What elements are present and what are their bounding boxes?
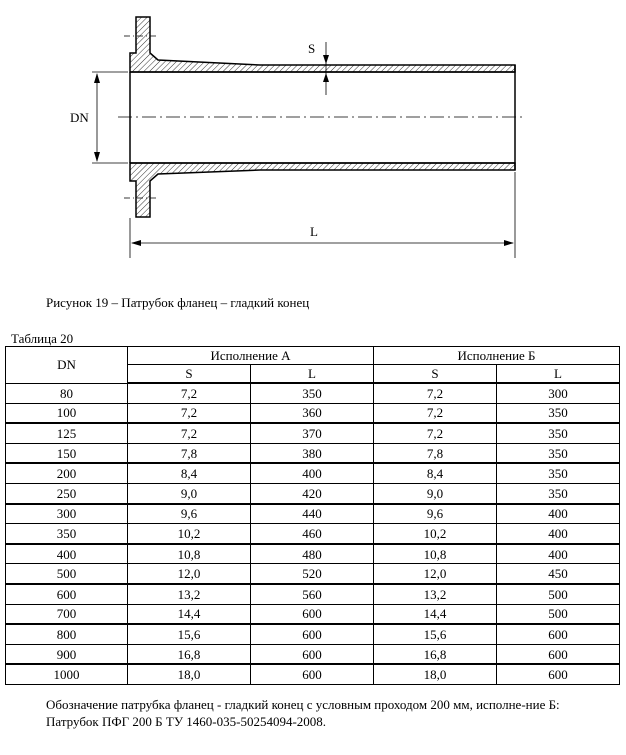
cell-b-l: 600 (497, 624, 620, 644)
table-row (6, 524, 620, 544)
table-row (6, 463, 620, 483)
s-label: S (308, 41, 316, 56)
dn-label: DN (70, 110, 89, 125)
table-label: Таблица 20 (11, 331, 74, 346)
cell-a-s: 12,0 (128, 564, 251, 584)
cell-a-l: 350 (251, 383, 374, 403)
cell-a-l: 360 (251, 403, 374, 423)
cell-a-s: 15,6 (128, 624, 251, 644)
table-row (6, 644, 620, 664)
l-arrow-left (131, 240, 141, 246)
flange-top (130, 17, 515, 72)
header-a-l: L (251, 365, 374, 384)
cell-a-l: 600 (251, 604, 374, 624)
cell-b-l: 450 (497, 564, 620, 584)
cell-a-l: 600 (251, 644, 374, 664)
cell-dn: 600 (6, 584, 128, 604)
cell-b-s: 9,6 (374, 504, 497, 524)
cell-a-s: 9,6 (128, 504, 251, 524)
cell-dn: 350 (6, 524, 128, 544)
table-row (6, 423, 620, 443)
cell-b-l: 600 (497, 664, 620, 684)
cell-b-l: 400 (497, 544, 620, 564)
cell-b-l: 350 (497, 443, 620, 463)
cell-b-s: 10,2 (374, 524, 497, 544)
cell-a-l: 520 (251, 564, 374, 584)
cell-a-l: 440 (251, 504, 374, 524)
cell-b-s: 16,8 (374, 644, 497, 664)
table-row (6, 664, 620, 684)
table-row (6, 483, 620, 503)
cell-dn: 1000 (6, 664, 128, 684)
cell-b-l: 350 (497, 483, 620, 503)
cell-dn: 125 (6, 423, 128, 443)
table-row (6, 604, 620, 624)
cell-a-l: 600 (251, 664, 374, 684)
cell-dn: 250 (6, 483, 128, 503)
cell-a-s: 13,2 (128, 584, 251, 604)
cell-a-l: 480 (251, 544, 374, 564)
cell-a-s: 7,2 (128, 423, 251, 443)
cell-b-l: 300 (497, 383, 620, 403)
cell-b-l: 500 (497, 584, 620, 604)
cell-a-l: 400 (251, 463, 374, 483)
designation-note (10, 696, 610, 730)
dn-arrow-top (94, 73, 100, 83)
header-a-s: S (128, 365, 251, 384)
cell-dn: 200 (6, 463, 128, 483)
cell-dn: 100 (6, 403, 128, 423)
note-line-1: Обозначение патрубка фланец - гладкий конец с условным проходом 200 мм, исполне-ние Б: (46, 697, 560, 712)
cell-b-s: 13,2 (374, 584, 497, 604)
cell-b-l: 400 (497, 524, 620, 544)
cell-b-l: 350 (497, 463, 620, 483)
cell-a-s: 16,8 (128, 644, 251, 664)
cell-b-s: 7,2 (374, 423, 497, 443)
cell-b-s: 7,2 (374, 403, 497, 423)
cell-b-s: 10,8 (374, 544, 497, 564)
table-row (6, 504, 620, 524)
dn-arrow-bottom (94, 152, 100, 162)
figure-caption: Рисунок 19 – Патрубок фланец – гладкий конец (46, 295, 310, 310)
header-group-b: Исполнение Б (374, 347, 620, 365)
cell-b-l: 500 (497, 604, 620, 624)
cell-dn: 80 (6, 383, 128, 403)
flange-bottom (130, 163, 515, 217)
cell-a-s: 7,2 (128, 383, 251, 403)
cell-b-s: 15,6 (374, 624, 497, 644)
table-row (6, 544, 620, 564)
l-arrow-right (504, 240, 514, 246)
cell-a-s: 7,8 (128, 443, 251, 463)
cell-dn: 700 (6, 604, 128, 624)
table-header-row-1 (6, 347, 620, 365)
cell-a-s: 7,2 (128, 403, 251, 423)
cell-b-s: 7,8 (374, 443, 497, 463)
table-row (6, 584, 620, 604)
table-row (6, 403, 620, 423)
cell-b-l: 600 (497, 644, 620, 664)
cell-b-s: 18,0 (374, 664, 497, 684)
table-row (6, 564, 620, 584)
cell-dn: 300 (6, 504, 128, 524)
cell-b-s: 12,0 (374, 564, 497, 584)
cell-b-l: 350 (497, 403, 620, 423)
cell-b-s: 8,4 (374, 463, 497, 483)
cell-b-s: 9,0 (374, 483, 497, 503)
table-row (6, 624, 620, 644)
cell-a-l: 370 (251, 423, 374, 443)
cell-dn: 900 (6, 644, 128, 664)
cell-dn: 800 (6, 624, 128, 644)
table-row (6, 443, 620, 463)
header-b-l: L (497, 365, 620, 384)
cell-b-l: 400 (497, 504, 620, 524)
spec-table (5, 346, 620, 685)
cell-a-l: 380 (251, 443, 374, 463)
cell-dn: 500 (6, 564, 128, 584)
cell-a-s: 8,4 (128, 463, 251, 483)
cell-b-s: 7,2 (374, 383, 497, 403)
header-dn: DN (6, 347, 128, 384)
cell-a-l: 420 (251, 483, 374, 503)
cell-b-s: 14,4 (374, 604, 497, 624)
cell-b-l: 350 (497, 423, 620, 443)
cell-a-s: 14,4 (128, 604, 251, 624)
cell-a-s: 18,0 (128, 664, 251, 684)
cell-a-s: 9,0 (128, 483, 251, 503)
cell-a-s: 10,8 (128, 544, 251, 564)
table-row (6, 383, 620, 403)
l-label: L (310, 224, 318, 239)
cell-dn: 150 (6, 443, 128, 463)
cell-a-s: 10,2 (128, 524, 251, 544)
cell-a-l: 600 (251, 624, 374, 644)
s-arrow-top (323, 55, 329, 64)
cell-a-l: 560 (251, 584, 374, 604)
cell-a-l: 460 (251, 524, 374, 544)
header-b-s: S (374, 365, 497, 384)
header-group-a: Исполнение А (128, 347, 374, 365)
s-arrow-bottom (323, 73, 329, 82)
cell-dn: 400 (6, 544, 128, 564)
note-line-2: Патрубок ПФГ 200 Б ТУ 1460-035-50254094-2008. (46, 714, 327, 729)
pipe-drawing (0, 0, 626, 280)
